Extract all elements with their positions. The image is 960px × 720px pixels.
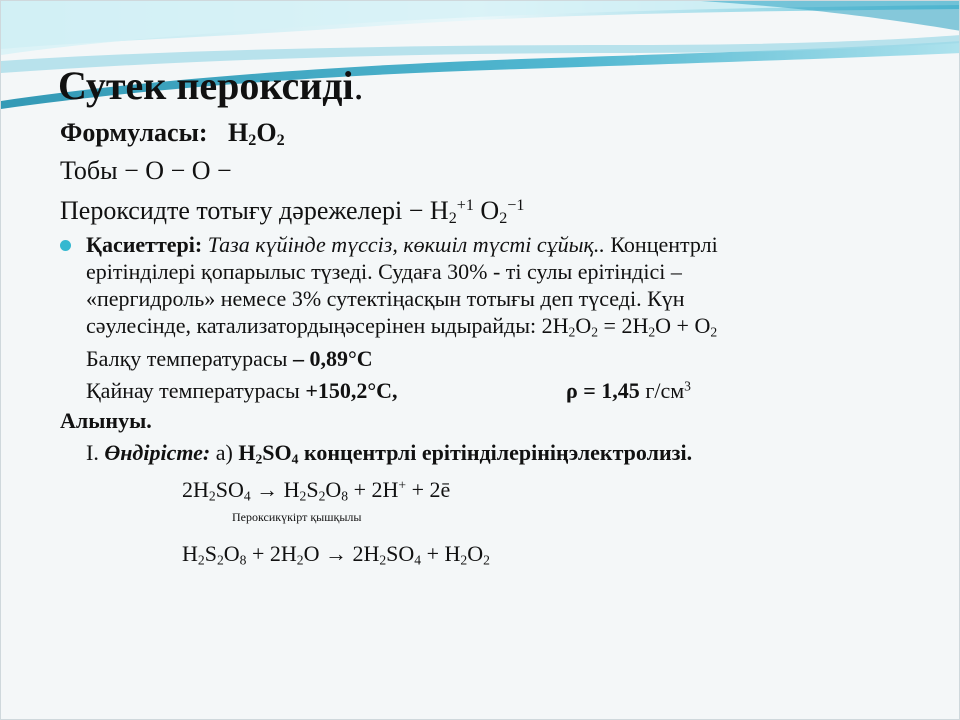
peroxysulfuric-acid-label: Пероксикүкірт қышқылы (232, 510, 362, 524)
obtaining-heading: Алынуы. (60, 408, 152, 433)
properties-line-3: «пергидроль» немесе 3% сутектіңасқын тотығы деп түседі. Күн (86, 286, 685, 311)
melting-point: Балқу температурасы – 0,89°С (86, 346, 373, 371)
properties-line-2: ерітінділері қопарылыс түзеді. Судаға 30% - ті сулы ерітіндісі – (86, 259, 682, 284)
bullet-icon (60, 240, 71, 251)
electrolysis-equation: $2H_2SO_4 \to H_2S_2O_8 + 2H^+$ + 2ē (182, 477, 451, 504)
slide-title: Сутек пероксиді. (58, 63, 364, 108)
boiling-point: Қайнау температурасы +150,2°С, (86, 378, 398, 403)
density: ρ = 1,45 $г/см^3$ (566, 378, 691, 403)
decomposition-equation: сәулесінде, катализатордыңәсерінен ыдырайды: $2H_2O_2 = 2H_2O + O_2$ (86, 313, 718, 340)
oxidation-states-line: Пероксидте тотығу дәрежелері − $H_2^{+1}$ $O_2^{-1}$ (60, 196, 525, 228)
formula-line: Формуласы: $H_2O_2$ (60, 118, 285, 150)
industry-method: I. Өндірісте: а) $H_2SO_4$ концентрлі ерітінділерініңэлектролизі. (86, 440, 693, 467)
properties-line-1: Қасиеттері: Таза күйінде түссіз, көкшіл түсті сұйық.. Концентрлі (86, 232, 718, 257)
group-line: Тобы − О − О − (60, 156, 232, 185)
hydrolysis-equation: $H_2S_2O_8 + 2H_2O \to 2H_2SO_4 + H_2O_2$ (182, 541, 490, 568)
